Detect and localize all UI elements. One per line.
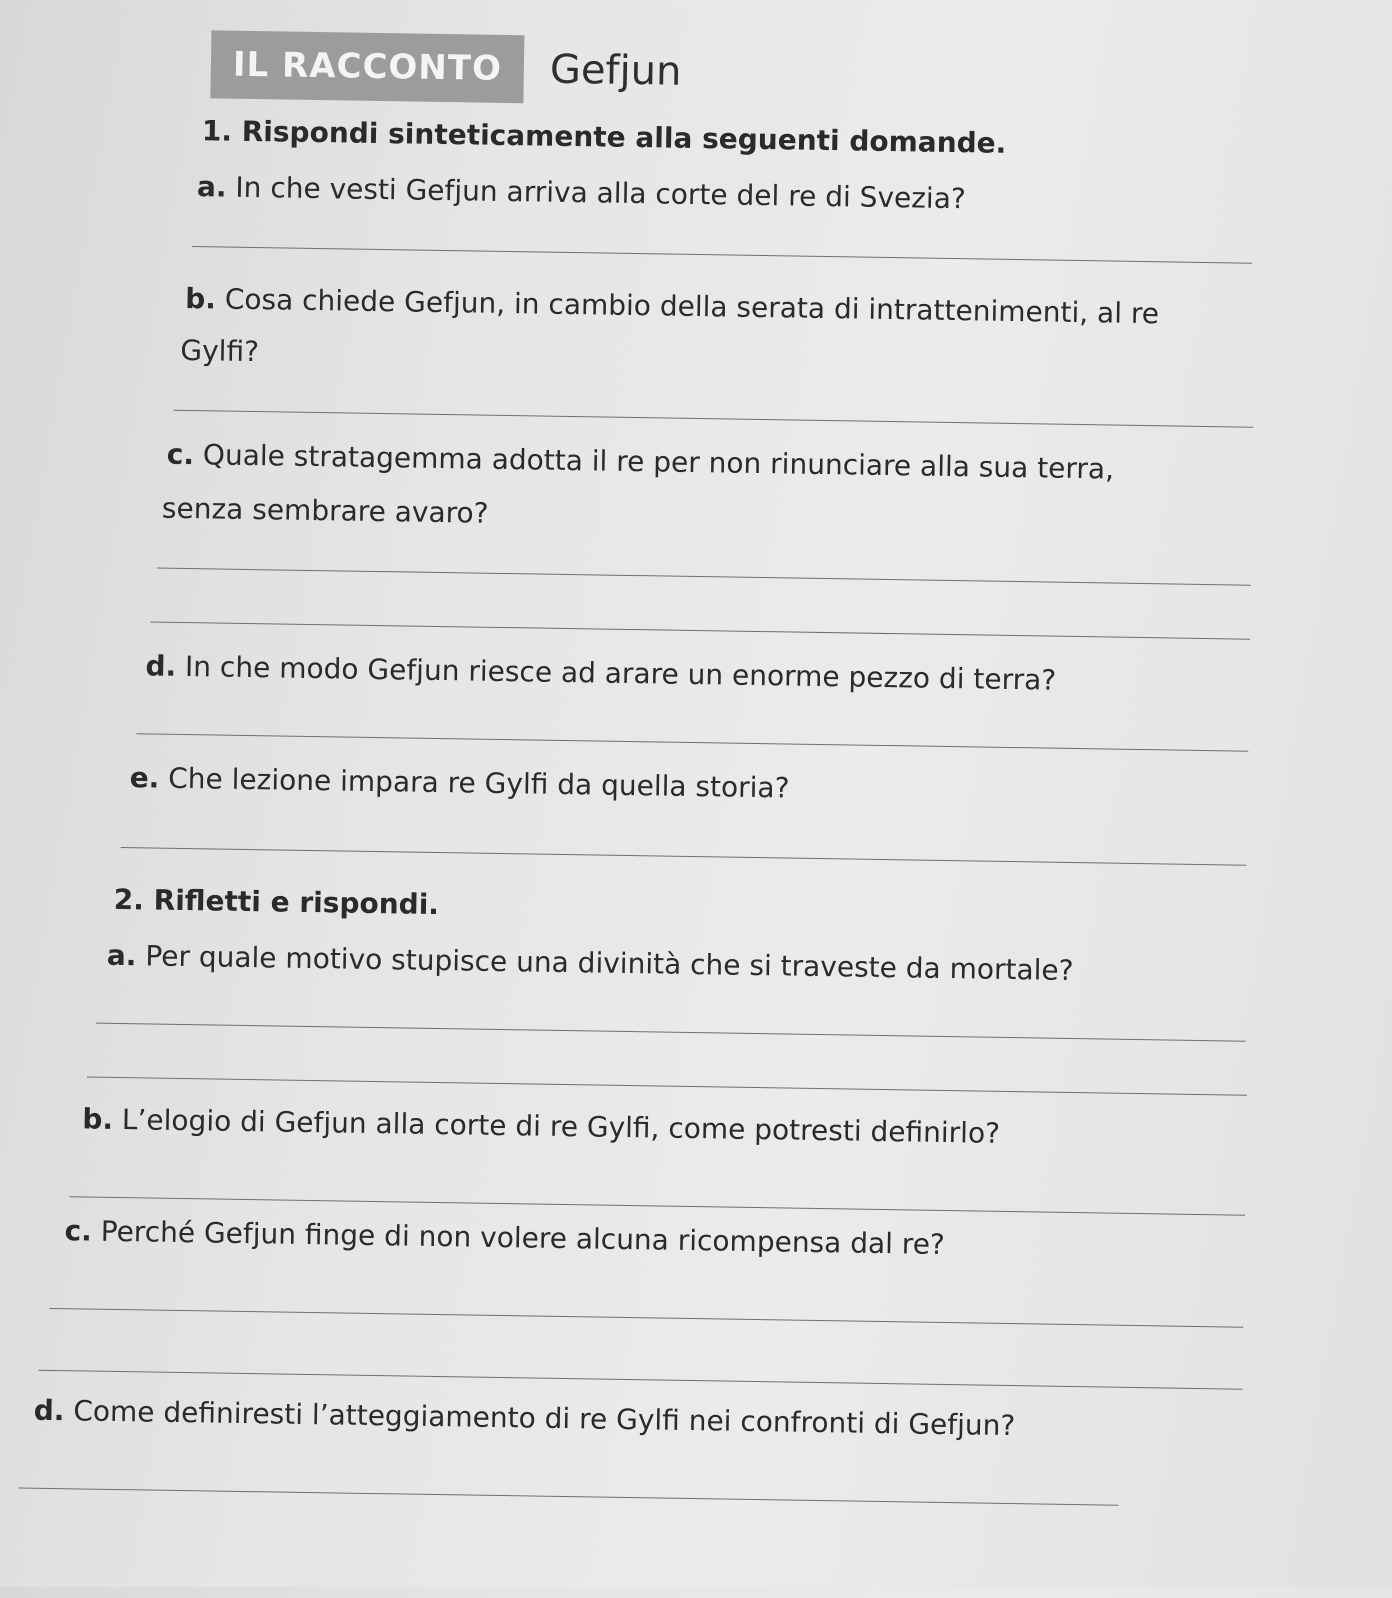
question-1d <box>145 649 1056 696</box>
question-text: Che lezione impara re Gylfi da quella storia? <box>167 761 790 805</box>
answer-line-1d[interactable] <box>136 733 1248 751</box>
question-1e <box>129 761 789 804</box>
answer-line-1c-1[interactable] <box>157 568 1251 586</box>
exercise1-heading: 1. Rispondi sinteticamente alla seguenti domande. <box>201 114 1007 160</box>
question-text: Come definiresti l’atteggiamento di re Gylfi nei confronti di Gefjun? <box>73 1394 1016 1443</box>
question-letter: e. <box>129 761 160 795</box>
header <box>210 30 682 105</box>
question-text: Per quale motivo stupisce una divinità che si traveste da mortale? <box>145 939 1074 987</box>
answer-line-2a-2[interactable] <box>87 1077 1247 1096</box>
question-2c <box>64 1214 945 1261</box>
section-tag: IL RACCONTO <box>210 30 524 103</box>
question-letter: b. <box>184 281 217 316</box>
question-2b <box>82 1102 1000 1149</box>
question-letter: c. <box>166 437 195 472</box>
question-letter: c. <box>64 1214 93 1248</box>
exercise2-heading: 2. Rifletti e rispondi. <box>113 882 440 922</box>
question-text: Cosa chiede Gefjun, in cambio della serata di intrattenimenti, al re <box>224 282 1160 331</box>
question-letter: b. <box>82 1102 114 1136</box>
question-letter: a. <box>106 938 137 973</box>
question-1c-continued: senza sembrare avaro? <box>161 491 489 530</box>
question-text: In che modo Gefjun riesce ad arare un enorme pezzo di terra? <box>184 649 1057 697</box>
answer-line-2a-1[interactable] <box>96 1023 1246 1042</box>
question-letter: d. <box>145 649 177 683</box>
question-2a <box>107 939 1074 987</box>
answer-line-2d[interactable] <box>19 1487 1119 1505</box>
answer-line-2c-1[interactable] <box>49 1308 1243 1328</box>
story-title: Gefjun <box>549 46 682 95</box>
question-1b-continued: Gylfi? <box>180 333 260 369</box>
question-text: Perché Gefjun finge di non volere alcuna ricompensa dal re? <box>100 1214 946 1261</box>
question-1b <box>185 282 1159 330</box>
question-1c <box>167 438 1115 486</box>
question-letter: d. <box>33 1393 65 1428</box>
question-letter: a. <box>196 170 227 204</box>
answer-line-1c-2[interactable] <box>150 621 1250 639</box>
question-text: In che vesti Gefjun arriva alla corte del re di Svezia? <box>235 170 967 216</box>
question-text: L’elogio di Gefjun alla corte di re Gylfi, come potresti definirlo? <box>121 1103 1001 1150</box>
question-2d <box>34 1394 1016 1442</box>
answer-line-1b[interactable] <box>173 410 1253 428</box>
answer-line-1e[interactable] <box>121 847 1247 866</box>
answer-line-2c-2[interactable] <box>38 1370 1242 1390</box>
answer-line-1a[interactable] <box>192 246 1252 264</box>
question-1a <box>197 170 966 215</box>
answer-line-2b[interactable] <box>69 1196 1245 1215</box>
question-text: Quale stratagemma adotta il re per non rinunciare alla sua terra, <box>202 438 1115 486</box>
